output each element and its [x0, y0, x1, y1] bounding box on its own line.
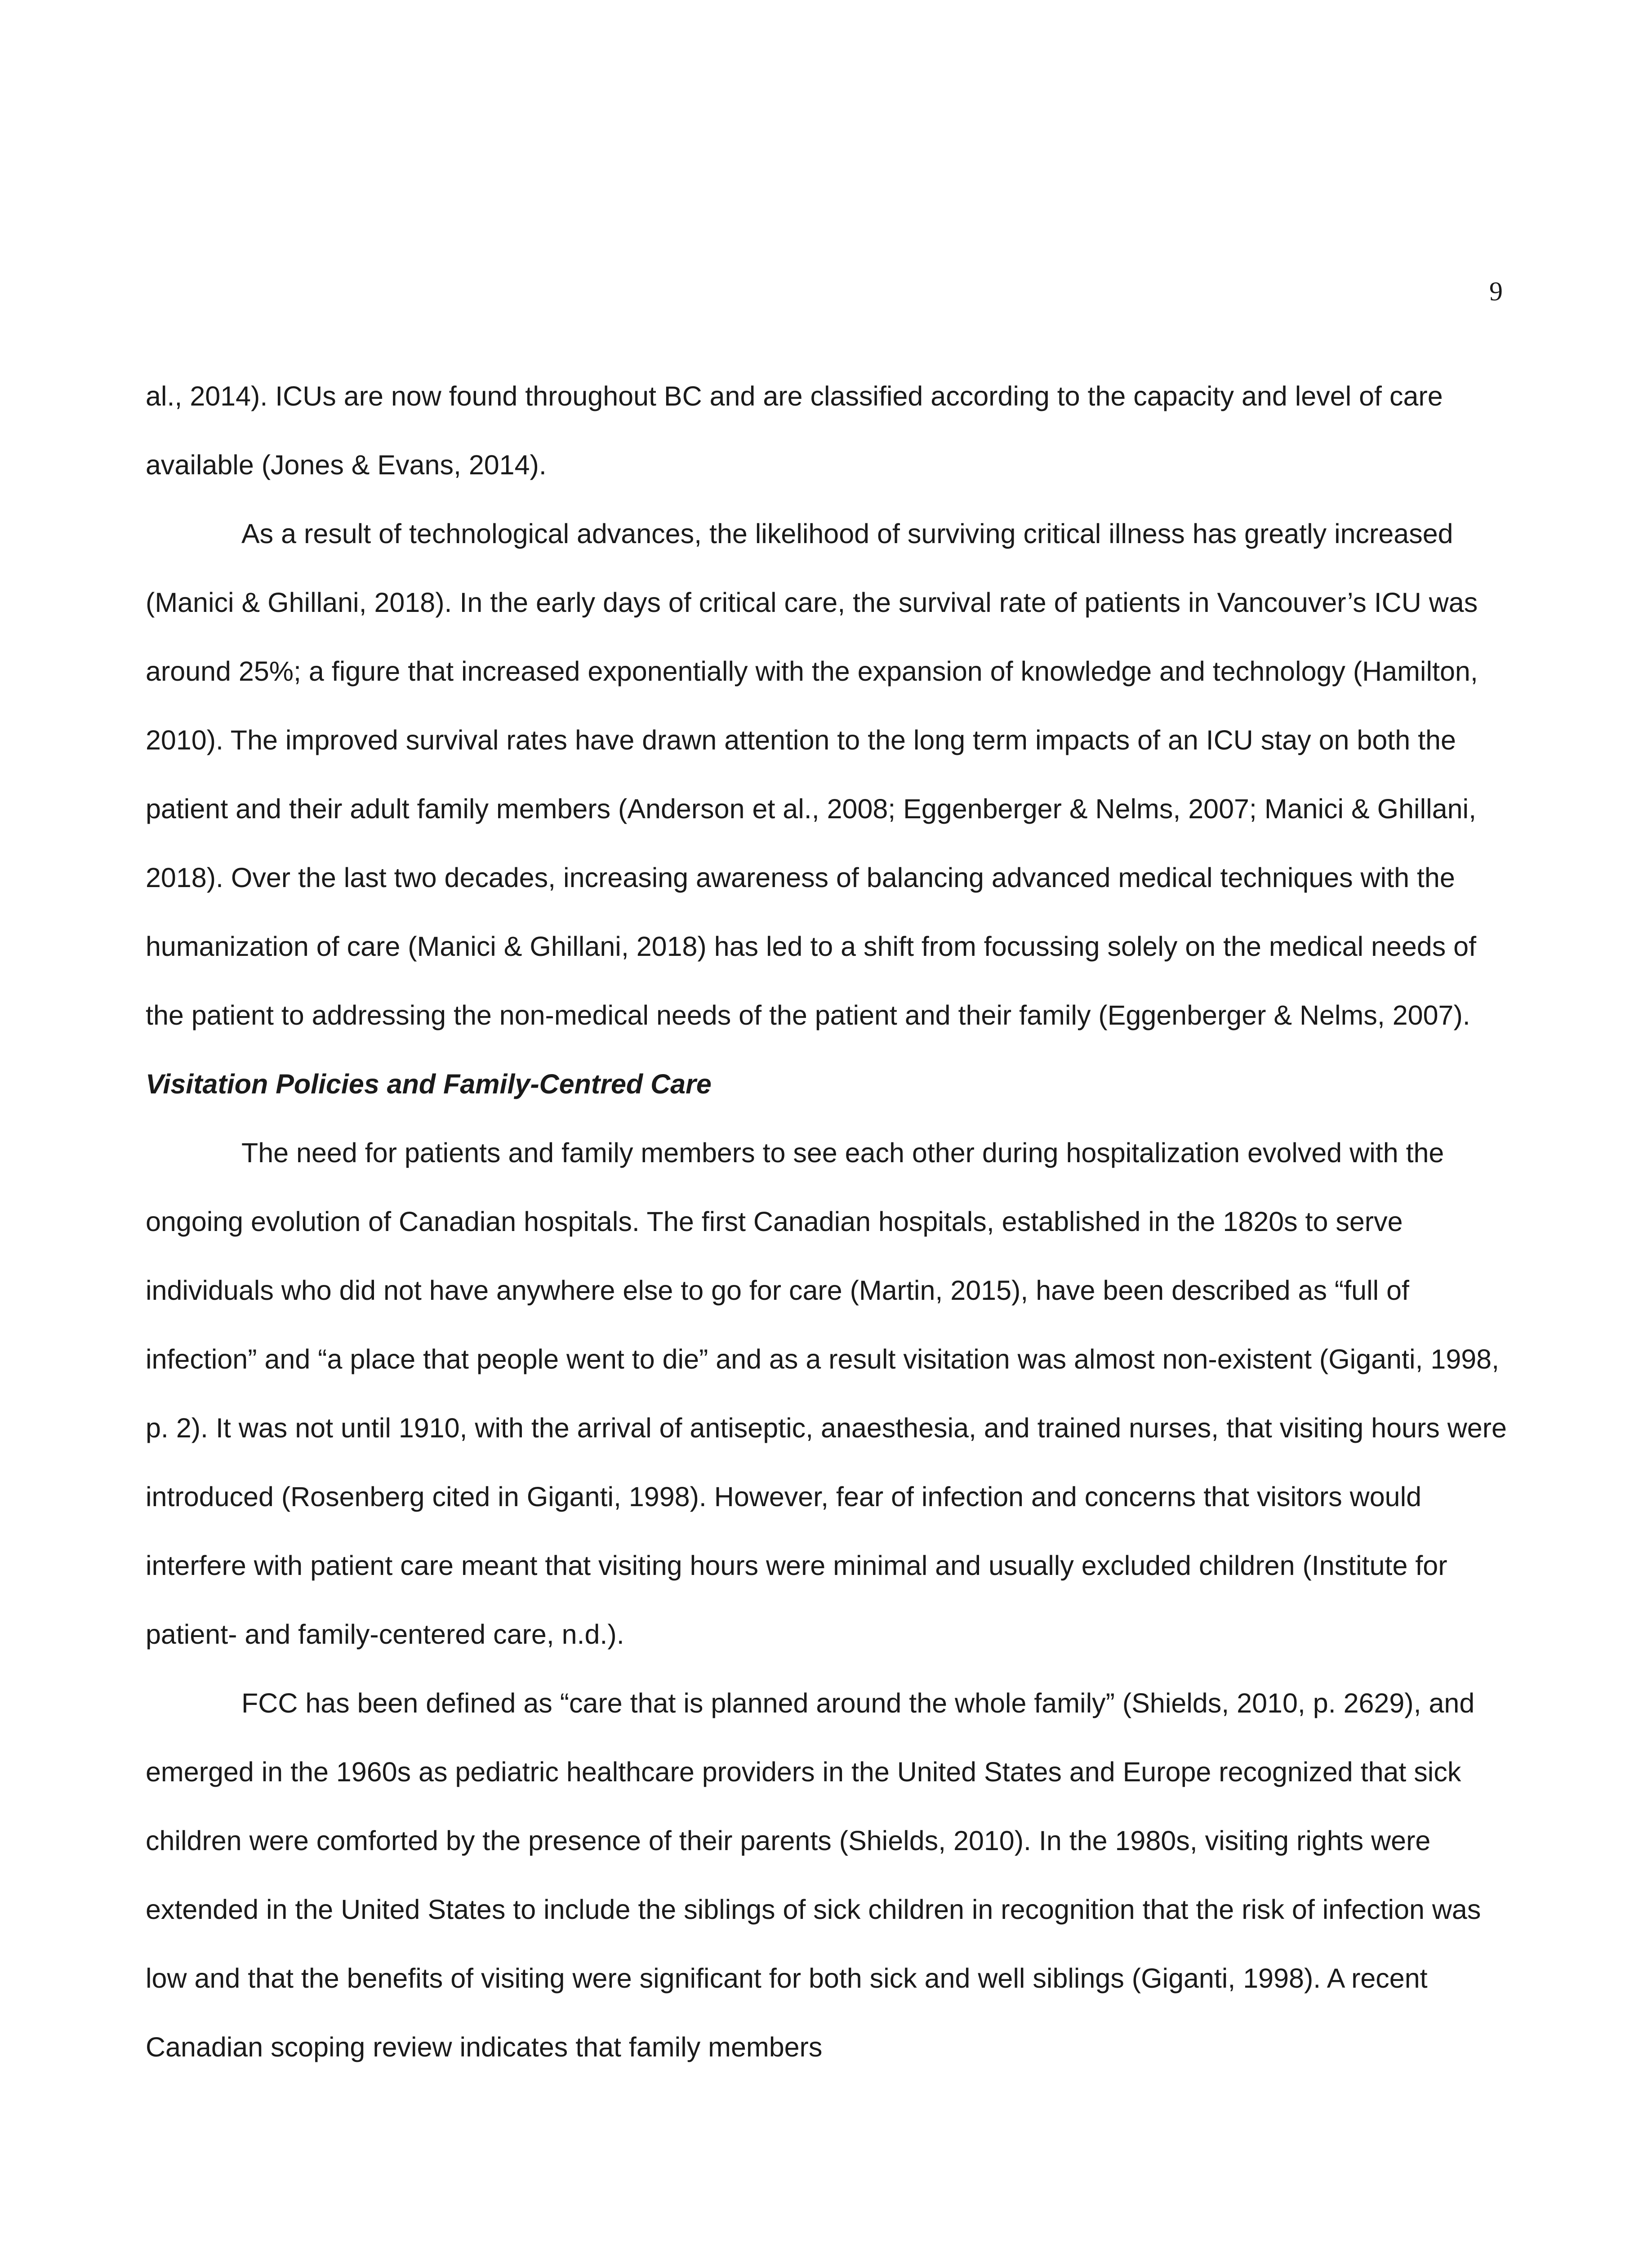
- page-number: 9: [1489, 277, 1503, 306]
- section-heading: Visitation Policies and Family-Centred Care: [146, 1069, 712, 1099]
- document-body: [146, 362, 1510, 2082]
- paragraph-survival-rates: As a result of technological advances, the likelihood of surviving critical illness has greatly increased (Manici & Ghillani, 2018). In the early days of critical care, the survival rate of patients in Vancouver’s ICU was around 25%; a figure that increased exponentially with the expansion of knowledge and technology (Hamilton, 2010). The improved survival rates have drawn attention to the long term impacts of an ICU stay on both the patient and their adult family members (Anderson et al., 2008; Eggenberger & Nelms, 2007; Manici & Ghillani, 2018). Over the last two decades, increasing awareness of balancing advanced medical techniques with the humanization of care (Manici & Ghillani, 2018) has led to a shift from focussing solely on the medical needs of the patient to addressing the non-medical needs of the patient and their family (Eggenberger & Nelms, 2007).: [146, 518, 1478, 1030]
- paragraph-visitation-history: The need for patients and family members to see each other during hospitalization evolved with the ongoing evolution of Canadian hospitals. The first Canadian hospitals, established in the 1820s to serve individuals who did not have anywhere else to go for care (Martin, 2015), have been described as “full of infection” and “a place that people went to die” and as a result visitation was almost non-existent (Giganti, 1998, p. 2). It was not until 1910, with the arrival of antiseptic, anaesthesia, and trained nurses, that visiting hours were introduced (Rosenberg cited in Giganti, 1998). However, fear of infection and concerns that visitors would interfere with patient care meant that visiting hours were minimal and usually excluded children (Institute for patient- and family-centered care, n.d.).: [146, 1137, 1507, 1650]
- paragraph-continuation: al., 2014). ICUs are now found throughout BC and are classified according to the capacity and level of care available (Jones & Evans, 2014).: [146, 381, 1443, 480]
- paragraph-fcc-definition: FCC has been defined as “care that is planned around the whole family” (Shields, 2010, p. 2629), and emerged in the 1960s as pediatric healthcare providers in the United States and Europe recognized that sick children were comforted by the presence of their parents (Shields, 2010). In the 1980s, visiting rights were extended in the United States to include the siblings of sick children in recognition that the risk of infection was low and that the benefits of visiting were significant for both sick and well siblings (Giganti, 1998). A recent Canadian scoping review indicates that family members: [146, 1688, 1481, 2062]
